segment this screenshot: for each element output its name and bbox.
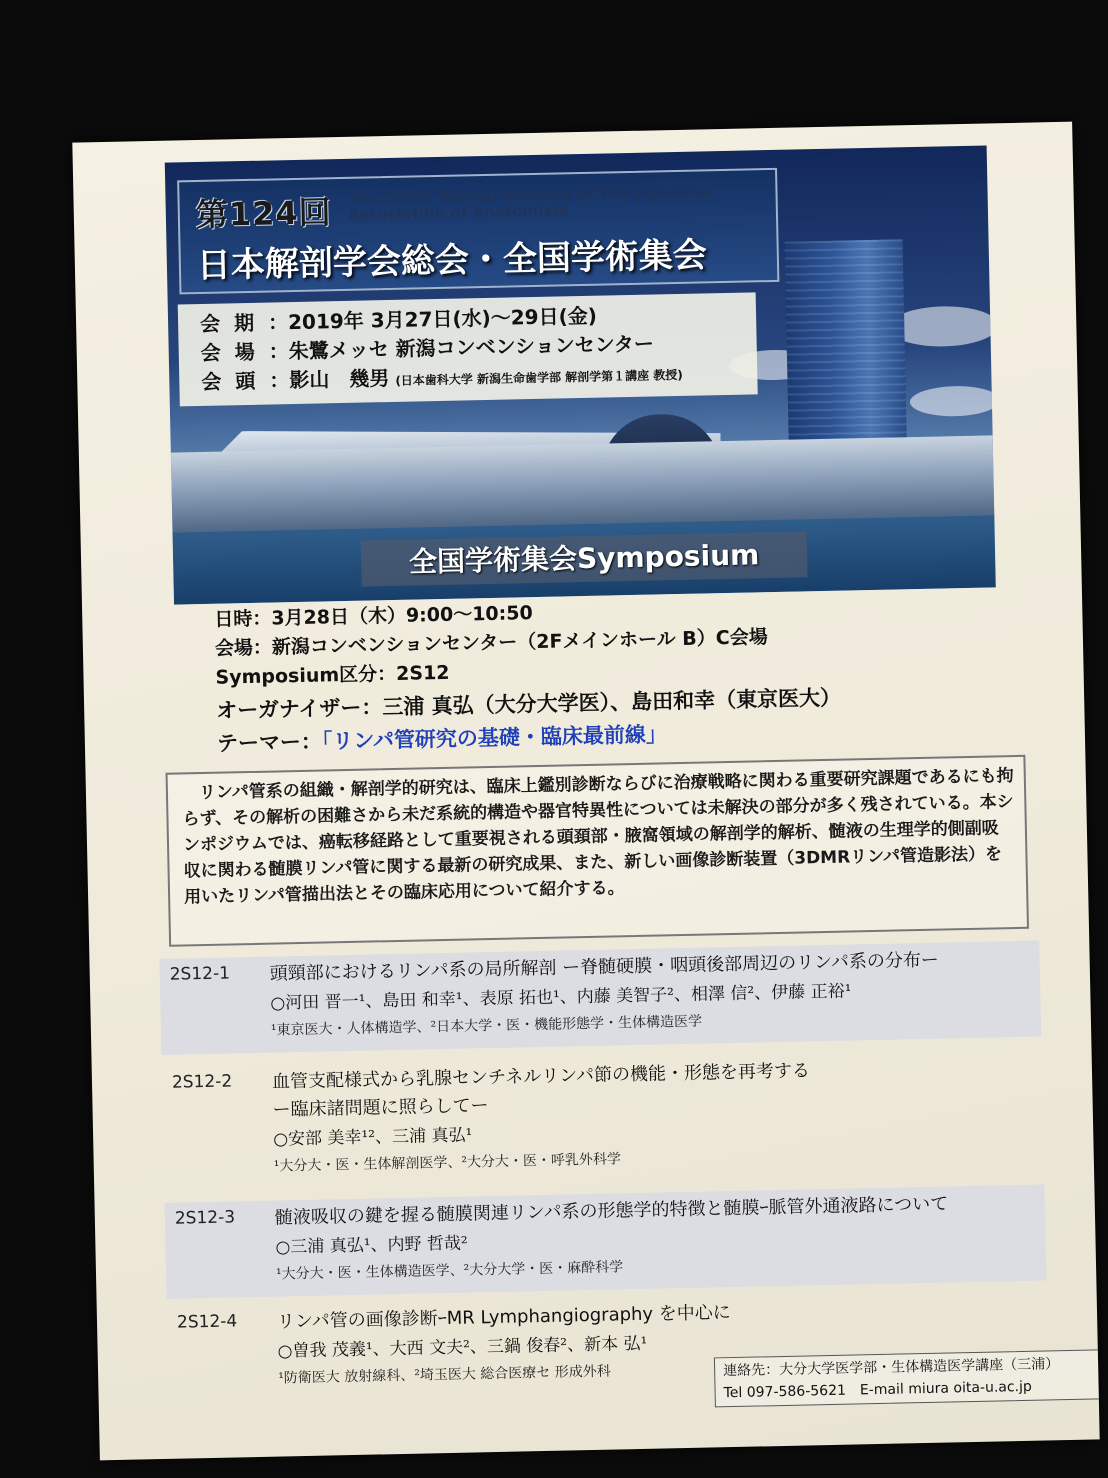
talk-affiliation: ¹大分大・医・生体解剖医学、²大分大・医・呼乳外科学 — [273, 1151, 622, 1175]
session-details — [214, 589, 997, 758]
symposium-abstract: リンパ管系の組織・解剖学的研究は、臨床上鑑別診断ならびに治療戦略に関わる重要研究課題であるにも拘らず、その解析の困難さから未だ系統的構造や器官特異性については未解決の部分が多く残されている。本シンポジウムでは、癌転移経路として重要視される頭頚部・腋窩領域の解剖学的解析、髄液の生理学的側副吸収に関わる髄膜リンパ管に関する最新の研究成果、また、新しい画像診断装置（3DMRリンパ管造影法）を用いたリンパ管描出法とその臨床応用について紹介する。 — [166, 755, 1029, 947]
contact-box — [714, 1349, 1100, 1407]
cloud-decoration — [910, 385, 996, 417]
session-venue: 会場：新潟コンベンションセンター（2Fメインホール B）C会場 — [214, 626, 768, 660]
talk-title: リンパ管の画像診断ｰMR Lymphangiography を中心に — [276, 1302, 732, 1333]
symposium-label: 全国学術集会Symposium — [361, 531, 808, 586]
talk-affiliation: ¹大分大・医・生体構造医学、²大分大学・医・麻酔科学 — [275, 1259, 624, 1283]
meeting-title: 日本解剖学会総会・全国学術集会 — [196, 235, 708, 287]
title-box — [177, 168, 779, 295]
info-label: 会期： — [199, 309, 303, 336]
talk-item — [165, 1184, 1047, 1298]
info-label: 会場： — [200, 338, 303, 365]
meeting-number: 第124回 — [195, 193, 333, 235]
conference-banner — [165, 145, 996, 604]
talk-code: 2S12-1 — [169, 963, 231, 985]
talk-authors: ○安部 美幸¹²、三浦 真弘¹ — [273, 1125, 473, 1150]
theme-value: 「リンパ管研究の基礎・臨床最前線」 — [321, 722, 668, 754]
session-datetime: 日時：3月28日（木）9:00～10:50 — [214, 602, 533, 631]
talk-authors: ○河田 晋一¹、島田 和幸¹、表原 拓也¹、内藤 美智子²、相澤 信²、伊藤 正裕¹ — [270, 981, 852, 1014]
talk-affiliation: ¹東京医大・人体構造学、²日本大学・医・機能形態学・生体構造医学 — [270, 1013, 703, 1039]
info-value: 2019年 3月27日(水)～29日(金) — [287, 303, 598, 335]
talk-authors: ○曽我 茂義¹、大西 文夫²、三鍋 俊春²、新本 弘¹ — [277, 1333, 648, 1362]
session-organizer: オーガナイザー：三浦 真弘（大分大学医）、島田和幸（東京医大） — [215, 685, 842, 723]
talk-item — [159, 941, 1041, 1055]
talk-affiliation: ¹防衛医大 放射線科、²埼玉医大 総合医療セ 形成外科 — [278, 1363, 611, 1387]
info-value: 影山 幾男 — [289, 366, 390, 393]
talk-item — [162, 1049, 1044, 1191]
theme-label: テーマー： — [216, 729, 323, 756]
symposium-flyer — [72, 122, 1099, 1461]
info-note: (日本歯科大学 新潟生命歯学部 解剖学第１講座 教授) — [395, 367, 683, 388]
talk-authors: ○三浦 真弘¹、内野 哲哉² — [275, 1233, 468, 1258]
talk-code: 2S12-4 — [176, 1311, 238, 1333]
contact-address: 連絡先：大分大学医学部・生体構造医学講座（三浦） — [723, 1356, 1060, 1380]
meeting-english-title: The 124th Annual Meeting of The Japanese Association of Anatomists — [347, 182, 712, 224]
info-value: 朱鷺メッセ 新潟コンベンションセンター — [288, 331, 655, 364]
talk-subtitle: ー臨床諸問題に照らしてー — [272, 1095, 489, 1121]
talk-title: 頭頸部におけるリンパ系の局所解剖 ー脊髄硬膜・咽頭後部周辺のリンパ系の分布ー — [269, 949, 940, 985]
session-category: Symposium区分：2S12 — [215, 661, 450, 689]
info-label: 会頭： — [201, 367, 304, 394]
talk-code: 2S12-2 — [171, 1071, 233, 1093]
talk-title: 血管支配様式から乳腺センチネルリンパ節の機能・形態を再考する — [271, 1060, 811, 1093]
meeting-info-box — [178, 292, 758, 406]
talk-code: 2S12-3 — [174, 1207, 236, 1229]
contact-phone-email: Tel 097-586-5621 E-mail miura oita-u.ac.jp — [723, 1378, 1032, 1402]
talk-title: 髄液吸収の鍵を握る髄膜関連リンパ系の形態学的特徴と髄膜ｰ脈管外通液路について — [274, 1193, 949, 1229]
